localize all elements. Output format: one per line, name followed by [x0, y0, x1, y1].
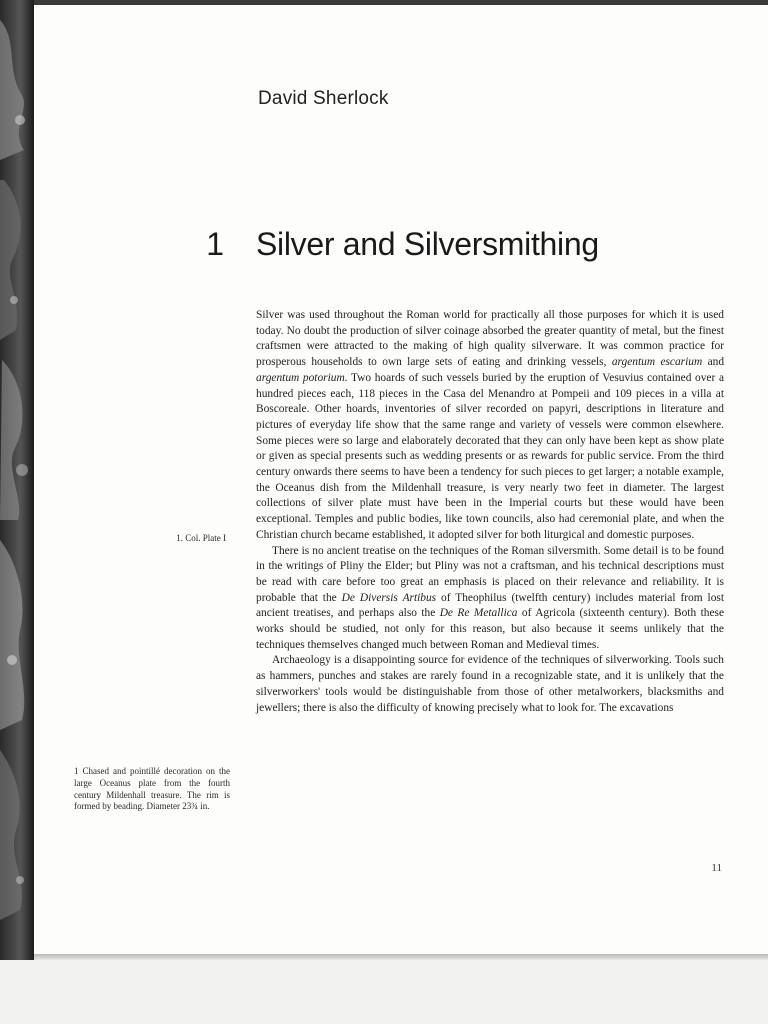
scan-background	[0, 960, 768, 1024]
paragraph-text: . Two hoards of such vessels buried by the eruption of Vesuvius contained over a hundred pieces each, 118 pieces in the Casa del Menandro at Pompeii and 109 pieces in a villa at Boscoreale. Other hoards, inventories of silver recorded on papyri, descriptions in literature and pictures of everyday life show that the same range and variety of vessels were common elsewhere. Some pieces were so large and elaborately decorated that they can only have been kept as show plate or given as special presents such as wedding presents or as rewards for public service. From the third century onwards there seems to have been a tendency for such pieces to get larger; a notable example, the Oceanus dish from the Mildenhall treasure, is very nearly two feet in diameter. The largest collections of silver plate must have been in the Imperial courts but these would have been exceptional. Temples and public bodies, like town councils, also had ceremonial plate, and when the Christian church became established, it adopted silver for both liturgical and domestic purposes.	[256, 371, 724, 541]
margin-plate-reference: 1. Col. Plate I	[176, 533, 226, 543]
body-text	[256, 308, 724, 716]
author-name: David Sherlock	[258, 88, 389, 109]
paragraph-text: Archaeology is a disappointing source for evidence of the techniques of silverworking. Tools such as hammers, punches and stakes are rarely found in a recognizable state, and it is unlikely that the silverworkers' tools would be distinguishable from those of other metalworkers, blacksmiths and jewellers; there is also the difficulty of knowing precisely what to look for. The excavations	[256, 654, 724, 714]
chapter-title: Silver and Silversmithing	[256, 226, 599, 262]
paragraph-3	[256, 653, 724, 716]
paragraph-text: of Agricola (sixteenth century). Both these works should be studied, not only for this reason, but also because it seems unlikely that the techniques themselves changed much between Roman and Medieval times.	[256, 607, 724, 651]
italic-title: De Diversis Artibus	[341, 591, 437, 604]
paragraph-2	[256, 544, 724, 654]
chapter-number: 1	[206, 226, 224, 262]
italic-title: De Re Metallica	[439, 607, 518, 620]
page-number: 11	[711, 862, 722, 874]
paragraph-text: of Theophilus (twelfth century) includes material from lost ancient treatises, and perhaps also the	[256, 591, 724, 620]
paragraph-text: Silver was used throughout the Roman world for practically all those purposes for which it is used today. No doubt the production of silver coinage absorbed the greater quantity of metal, but the finest craftsmen were attracted to the making of high quality silverware. It was common practice for prosperous households to own large sets of eating and drinking vessels,	[256, 309, 724, 369]
paragraph-text: There is no ancient treatise on the techniques of the Roman silversmith. Some detail is to be found in the writings of Pliny the Elder; but Pliny was not a craftsman, and his technical descriptions must be read with care before too great an emphasis is placed on their relevance and reliability. It is probable that the	[256, 544, 724, 604]
italic-term: argentum potorium	[256, 371, 345, 384]
italic-term: argentum escarium	[611, 356, 703, 369]
plate-relief-image	[0, 0, 34, 960]
figure-caption: 1 Chased and pointillé decoration on the large Oceanus plate from the fourth century Mildenhall treasure. The rim is formed by beading. Diameter 23¾ in.	[74, 766, 230, 812]
paragraph-text: and	[702, 356, 725, 369]
paragraph-1	[256, 308, 724, 544]
facing-plate-image-edge	[0, 0, 34, 960]
